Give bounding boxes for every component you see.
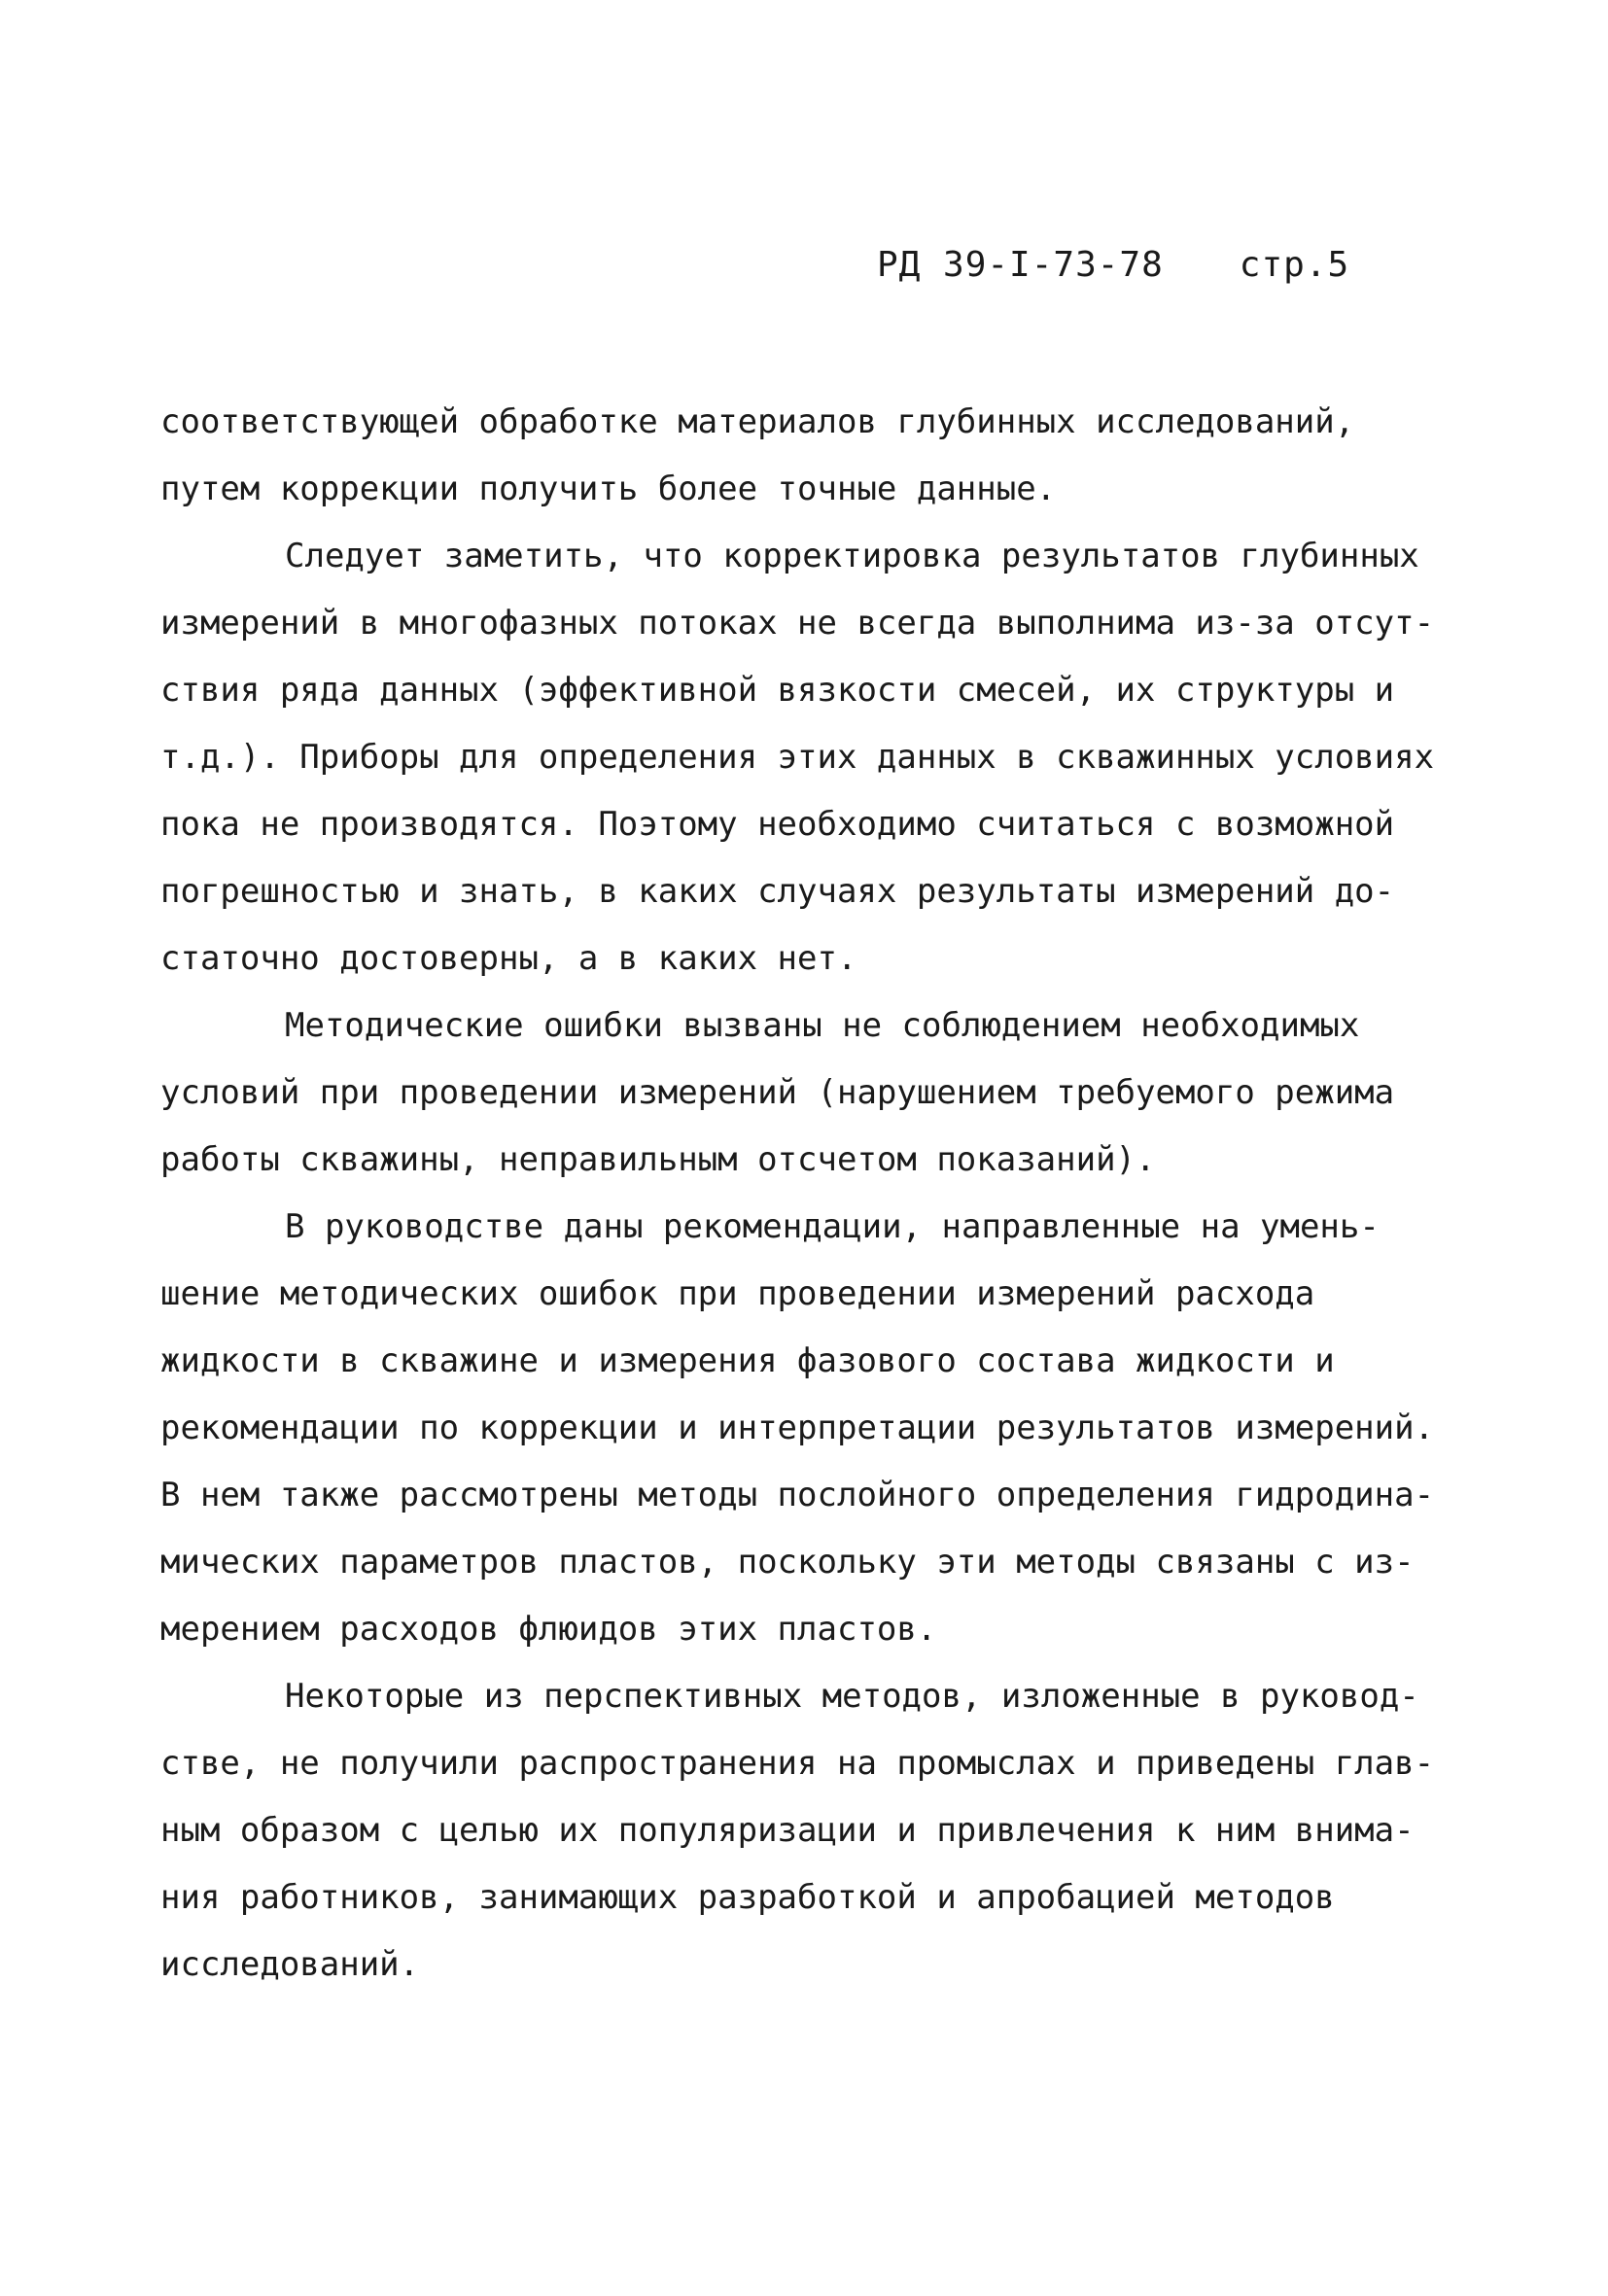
text-line: измерений в многофазных потоках не всегда выполнима из-за отсут- xyxy=(160,604,1435,643)
text-line: статочно достоверны, а в каких нет. xyxy=(160,939,857,978)
text-line: условий при проведении измерений (нарушением требуемого режима xyxy=(160,1073,1395,1112)
page-number: стр.5 xyxy=(1239,245,1350,285)
text-line: ным образом с целью их популяризации и привлечения к ним внима- xyxy=(160,1811,1415,1850)
text-line: мерением расходов флюидов этих пластов. xyxy=(160,1610,937,1649)
text-line: мических параметров пластов, поскольку эти методы связаны с из- xyxy=(160,1543,1415,1582)
text-line: ствия ряда данных (эффективной вязкости смесей, их структуры и xyxy=(160,671,1395,710)
text-line: Следует заметить, что корректировка результатов глубинных xyxy=(285,537,1419,575)
text-line: жидкости в скважине и измерения фазового состава жидкости и xyxy=(160,1341,1335,1380)
text-line: погрешностью и знать, в каких случаях результаты измерений до- xyxy=(160,872,1395,911)
text-line: ния работников, занимающих разработкой и апробацией методов xyxy=(160,1878,1335,1917)
text-line: шение методических ошибок при проведении измерений расхода xyxy=(160,1274,1315,1313)
text-line: работы скважины, неправильным отсчетом показаний). xyxy=(160,1140,1156,1179)
body-text xyxy=(160,389,1463,1999)
text-line: пока не производятся. Поэтому необходимо считаться с возможной xyxy=(160,805,1395,844)
page-header xyxy=(877,245,1349,285)
text-line: стве, не получили распространения на промыслах и приведены глав- xyxy=(160,1744,1435,1783)
text-line: соответствующей обработке материалов глубинных исследований, xyxy=(160,402,1355,441)
text-line: В нем также рассмотрены методы послойного определения гидродина- xyxy=(160,1476,1435,1514)
text-line: путем коррекции получить более точные данные. xyxy=(160,470,1057,508)
text-line: т.д.). Приборы для определения этих данных в скважинных условиях xyxy=(160,738,1435,777)
text-line: Методические ошибки вызваны не соблюдением необходимых xyxy=(285,1006,1360,1045)
text-line: Некоторые из перспективных методов, изложенные в руковод- xyxy=(285,1677,1419,1716)
document-code: РД 39-I-73-78 xyxy=(877,245,1164,285)
text-line: рекомендации по коррекции и интерпретации результатов измерений. xyxy=(160,1409,1435,1447)
text-line: исследований. xyxy=(160,1945,420,1984)
text-line: В руководстве даны рекомендации, направленные на умень- xyxy=(285,1207,1380,1246)
